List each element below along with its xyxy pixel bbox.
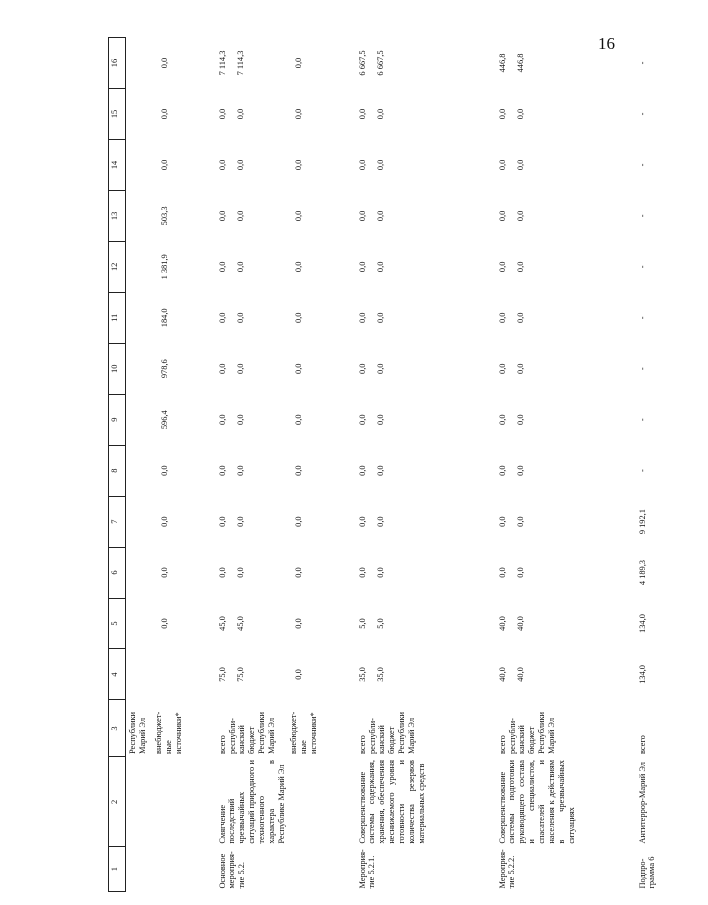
- value: 0,0: [375, 465, 385, 476]
- value: 0,0: [375, 567, 385, 578]
- value: 0,0: [293, 618, 303, 629]
- value: 0,0: [497, 108, 507, 120]
- value-cell: [356, 38, 496, 89]
- value-cell: [126, 343, 216, 394]
- table-body: [126, 38, 696, 892]
- column-header: 13: [109, 190, 126, 241]
- value-cell: [496, 38, 636, 89]
- value-cell: [636, 139, 696, 190]
- funding-source: [356, 700, 496, 757]
- value: 0,0: [217, 108, 227, 120]
- value: [128, 295, 138, 340]
- value: 0,0: [235, 312, 245, 324]
- value: [128, 142, 138, 187]
- value-cell: [216, 598, 356, 649]
- column-header: 8: [109, 445, 126, 496]
- value: 0,0: [515, 312, 525, 324]
- value: [128, 499, 138, 544]
- value: 0,0: [293, 312, 303, 324]
- value: 0,0: [515, 363, 525, 374]
- program-title: [126, 757, 216, 847]
- funding-source: [216, 700, 356, 757]
- value: 40,0: [515, 667, 525, 682]
- value: 40,0: [497, 616, 507, 631]
- value: 0,0: [375, 210, 385, 222]
- funding-source-label: всего: [497, 735, 507, 754]
- value-cell: [636, 89, 696, 140]
- value: 0,0: [293, 261, 303, 273]
- column-header: 3: [109, 700, 126, 757]
- value: 0,0: [357, 312, 367, 324]
- value: 0,0: [160, 159, 169, 171]
- value: -: [637, 265, 647, 269]
- value-cell: [126, 496, 216, 547]
- value: 0,0: [357, 108, 367, 120]
- value: 6 667,5: [357, 50, 367, 76]
- value-cell: [356, 89, 496, 140]
- value-cell: [216, 445, 356, 496]
- value: 0,0: [293, 210, 303, 222]
- value: [128, 397, 138, 442]
- funding-source-label: внебюджет-ные источники*: [153, 711, 183, 754]
- value: 9 192,1: [637, 509, 647, 535]
- program-code: Мероприя-тие 5.2.2.: [497, 849, 517, 889]
- value-cell: [216, 241, 356, 292]
- value-cell: [216, 139, 356, 190]
- value-cell: [216, 343, 356, 394]
- value-cell: [126, 241, 216, 292]
- value-cell: [126, 649, 216, 700]
- value: 0,0: [235, 363, 245, 374]
- value: [128, 550, 138, 595]
- value: 6 667,5: [375, 50, 385, 76]
- value: 7 114,3: [217, 50, 227, 76]
- column-header: 12: [109, 241, 126, 292]
- value: 0,0: [515, 465, 525, 476]
- value: -: [637, 469, 647, 473]
- value: 0,0: [357, 465, 367, 476]
- value: [128, 601, 138, 646]
- value: -: [637, 367, 647, 371]
- value: 0,0: [235, 516, 245, 527]
- value: 0,0: [497, 261, 507, 273]
- value: 0,0: [217, 210, 227, 222]
- column-header: 15: [109, 89, 126, 140]
- value: 0,0: [293, 516, 303, 527]
- column-header: 5: [109, 598, 126, 649]
- value: 0,0: [293, 159, 303, 171]
- value: 0,0: [357, 159, 367, 171]
- budget-table: [108, 37, 696, 892]
- table-row: [496, 38, 636, 892]
- value: 45,0: [235, 616, 245, 631]
- value: 0,0: [235, 465, 245, 476]
- value: 0,0: [357, 363, 367, 374]
- value-cell: [126, 38, 216, 89]
- value: 0,0: [293, 567, 303, 578]
- value: 0,0: [375, 363, 385, 374]
- value: 0,0: [235, 210, 245, 222]
- rotated-page: [108, 37, 708, 892]
- value: 40,0: [497, 667, 507, 682]
- value: [128, 244, 138, 289]
- value: 0,0: [497, 210, 507, 222]
- value: 0,0: [160, 57, 169, 69]
- table-row: [126, 38, 216, 892]
- value: 446,8: [497, 53, 507, 73]
- value-cell: [636, 292, 696, 343]
- value: 0,0: [515, 261, 525, 273]
- value: 7 114,3: [235, 50, 245, 76]
- funding-source-label: внебюджет-ные источники*: [289, 711, 318, 754]
- table-row: [216, 38, 356, 892]
- value: 1 381,9: [160, 254, 169, 280]
- funding-source-label: Республики Марий Эл: [128, 711, 147, 754]
- value: [128, 652, 138, 697]
- value: 4 189,3: [637, 560, 647, 586]
- value: 0,0: [217, 159, 227, 171]
- program-code: [126, 847, 216, 892]
- value: 0,0: [293, 414, 303, 425]
- value-cell: [496, 89, 636, 140]
- value-cell: [216, 394, 356, 445]
- value-cell: [216, 547, 356, 598]
- column-header: 16: [109, 38, 126, 89]
- table-row: [356, 38, 496, 892]
- value: [160, 652, 170, 697]
- value: 5,0: [375, 618, 385, 629]
- value: 0,0: [497, 567, 507, 578]
- value: 0,0: [160, 567, 169, 578]
- value: 0,0: [515, 414, 525, 425]
- column-header: 4: [109, 649, 126, 700]
- value-cell: [496, 445, 636, 496]
- value: 5,0: [357, 618, 367, 629]
- value: 0,0: [357, 516, 367, 527]
- value-cell: [496, 190, 636, 241]
- value: 0,0: [375, 516, 385, 527]
- value: 0,0: [293, 108, 303, 120]
- value-cell: [356, 598, 496, 649]
- value: -: [637, 61, 647, 65]
- value: 35,0: [375, 667, 385, 682]
- value: 0,0: [217, 261, 227, 273]
- value: 0,0: [217, 567, 227, 578]
- value: 0,0: [497, 465, 507, 476]
- funding-source-label: всего: [217, 735, 227, 754]
- funding-source: [496, 700, 636, 757]
- column-header: 14: [109, 139, 126, 190]
- column-header: 1: [109, 847, 126, 892]
- value-cell: [496, 649, 636, 700]
- value: [128, 193, 138, 238]
- value-cell: [356, 547, 496, 598]
- value: 40,0: [515, 616, 525, 631]
- column-header: 2: [109, 757, 126, 847]
- value-cell: [496, 394, 636, 445]
- value-cell: [216, 190, 356, 241]
- value: 0,0: [497, 159, 507, 171]
- value: 446,8: [515, 53, 525, 73]
- value: 0,0: [235, 159, 245, 171]
- value-cell: [216, 649, 356, 700]
- value-cell: [496, 547, 636, 598]
- value: 0,0: [217, 516, 227, 527]
- value-cell: [356, 241, 496, 292]
- value: 503,3: [160, 206, 169, 226]
- value: 0,0: [497, 312, 507, 324]
- value: 0,0: [357, 414, 367, 425]
- value-cell: [356, 649, 496, 700]
- value: 0,0: [235, 414, 245, 425]
- value: 0,0: [497, 516, 507, 527]
- value: 0,0: [497, 363, 507, 374]
- value: 0,0: [515, 108, 525, 120]
- funding-source-label: всего: [357, 735, 367, 754]
- value-cell: [126, 139, 216, 190]
- value-cell: [126, 394, 216, 445]
- value: 0,0: [357, 261, 367, 273]
- value-cell: [216, 38, 356, 89]
- value: 978,6: [160, 359, 169, 379]
- value: 0,0: [160, 516, 169, 527]
- value: [128, 448, 138, 493]
- value: 0,0: [375, 312, 385, 324]
- value: 0,0: [497, 414, 507, 425]
- funding-source: [636, 700, 696, 757]
- value-cell: [356, 139, 496, 190]
- funding-source-label: республи-канский бюджет Республики Марий Эл: [227, 711, 277, 754]
- value: 0,0: [160, 108, 169, 120]
- value: 0,0: [217, 414, 227, 425]
- value: 0,0: [293, 669, 303, 680]
- value: 0,0: [515, 210, 525, 222]
- value-cell: [636, 241, 696, 292]
- value-cell: [356, 445, 496, 496]
- value-cell: [356, 496, 496, 547]
- value: 0,0: [217, 312, 227, 324]
- value: 0,0: [515, 516, 525, 527]
- value-cell: [126, 292, 216, 343]
- value: 134,0: [637, 665, 647, 684]
- column-header: 7: [109, 496, 126, 547]
- header-row: [109, 38, 126, 892]
- value: 0,0: [293, 57, 303, 69]
- value-cell: [356, 190, 496, 241]
- value: 0,0: [293, 465, 303, 476]
- value-cell: [126, 445, 216, 496]
- value: 0,0: [160, 465, 169, 476]
- program-code: Основное мероприя-тие 5.2.: [217, 851, 247, 889]
- value-cell: [126, 598, 216, 649]
- value-cell: [496, 139, 636, 190]
- value-cell: [636, 598, 696, 649]
- value: 184,0: [160, 308, 169, 328]
- value: 45,0: [217, 616, 227, 631]
- value: -: [637, 316, 647, 320]
- value: 0,0: [375, 261, 385, 273]
- value-cell: [356, 292, 496, 343]
- program-code: Подпро-грамма 6: [637, 856, 657, 889]
- page-number: 16: [598, 34, 615, 53]
- value-cell: [216, 89, 356, 140]
- funding-source-label: республи-канский бюджет Республики Марий Эл: [507, 711, 557, 754]
- value: -: [637, 214, 647, 218]
- funding-source-label: всего: [637, 735, 647, 754]
- value-cell: [126, 89, 216, 140]
- value-cell: [636, 649, 696, 700]
- value: 0,0: [375, 159, 385, 171]
- value: 0,0: [515, 159, 525, 171]
- value: -: [637, 163, 647, 167]
- value-cell: [216, 496, 356, 547]
- column-header: 9: [109, 394, 126, 445]
- program-title: Смягчение последствий чрезвычайных ситуаций природного и техногенного характера в Республике Марий Эл: [217, 760, 286, 844]
- value-cell: [636, 38, 696, 89]
- value: 0,0: [160, 618, 169, 629]
- program-title: Антитеррор-Марий Эл: [637, 762, 647, 844]
- value: 0,0: [235, 567, 245, 578]
- value: 0,0: [293, 363, 303, 374]
- value: 0,0: [217, 465, 227, 476]
- program-title: Совершенствование системы содержания, хранения, обеспечения неснижаемого уровня готовности и количества резервов материальных средств: [357, 760, 426, 844]
- value: 0,0: [375, 108, 385, 120]
- value: 35,0: [357, 667, 367, 682]
- value: -: [637, 112, 647, 116]
- funding-source-label: республи-канский бюджет Республики Марий Эл: [367, 711, 417, 754]
- value-cell: [636, 343, 696, 394]
- value-cell: [496, 292, 636, 343]
- value-cell: [126, 190, 216, 241]
- value-cell: [496, 598, 636, 649]
- column-header: 11: [109, 292, 126, 343]
- value-cell: [126, 547, 216, 598]
- value: 0,0: [217, 363, 227, 374]
- value-cell: [636, 547, 696, 598]
- value: 0,0: [515, 567, 525, 578]
- value: 0,0: [357, 567, 367, 578]
- value-cell: [356, 343, 496, 394]
- value-cell: [636, 190, 696, 241]
- value: [128, 92, 138, 137]
- column-header: 6: [109, 547, 126, 598]
- value-cell: [636, 445, 696, 496]
- value: [128, 41, 138, 86]
- value: [128, 346, 138, 391]
- value: 134,0: [637, 614, 647, 633]
- value: 75,0: [217, 667, 227, 682]
- value: -: [637, 418, 647, 422]
- value: 75,0: [235, 667, 245, 682]
- value-cell: [496, 496, 636, 547]
- value: 0,0: [235, 108, 245, 120]
- value: 0,0: [235, 261, 245, 273]
- funding-source: [126, 700, 216, 757]
- value-cell: [636, 394, 696, 445]
- value-cell: [636, 496, 696, 547]
- value-cell: [496, 241, 636, 292]
- program-code: Мероприя-тие 5.2.1.: [357, 849, 377, 889]
- table-row: [636, 38, 696, 892]
- value: 596,4: [160, 410, 169, 430]
- program-title: Совершенствование системы подготовки руководящего состава и специалистов, спасателей и населения к действиям в чрезвычайных ситуациях: [497, 760, 576, 844]
- value: 0,0: [375, 414, 385, 425]
- column-header: 10: [109, 343, 126, 394]
- value-cell: [216, 292, 356, 343]
- value-cell: [496, 343, 636, 394]
- value-cell: [356, 394, 496, 445]
- value: 0,0: [357, 210, 367, 222]
